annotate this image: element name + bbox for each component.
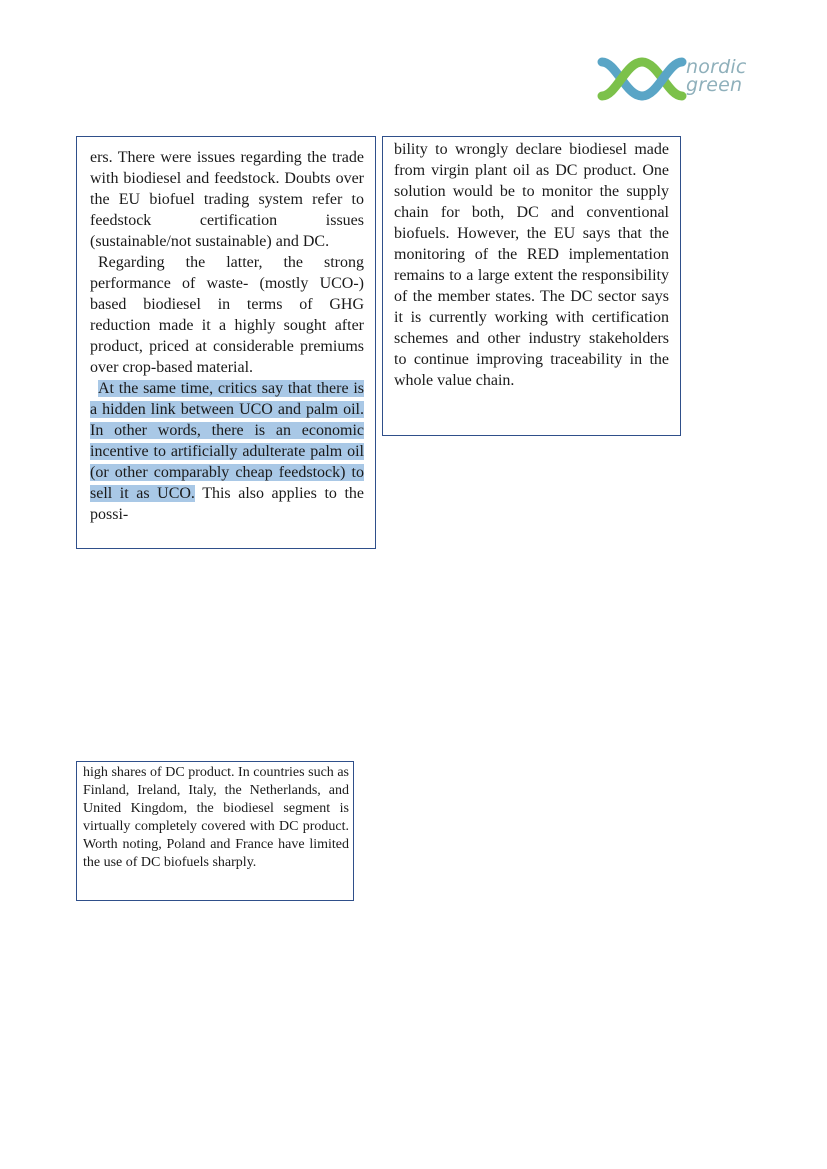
excerpt-paragraph: Regarding the latter, the strong performance of waste- (mostly UCO-) based biodiesel in terms of GHG reduction made it a highly sought after product, priced at considerable premiums over crop-based material. [90,254,364,376]
excerpt-paragraph: ers. There were issues regarding the trade with biodiesel and feedstock. Doubts over the EU biofuel trading system refer to feedstock certification issues (sustainable/not sustainable) and DC. [90,149,364,250]
excerpt-box-left [76,136,376,549]
logo-wordmark [686,58,746,94]
excerpt-paragraph: high shares of DC product. In countries such as Finland, Ireland, Italy, the Netherlands, and United Kingdom, the biodiesel segment is virtually completely covered with DC product. Worth noting, Poland and France have limited the use of DC biofuels sharply. [83,765,349,870]
excerpt-text: This also applies to the possi- [90,485,364,523]
logo-word-nordic: nordic [686,56,747,78]
logo-word-green: green [686,74,743,96]
infinity-logo-icon [596,56,688,102]
highlighted-text: At the same time, critics say that there is a hidden link between UCO and palm oil. In other words, there is an economic incentive to artificially adulterate palm oil (or other comparably cheap feedstock) to sell it as UCO. [90,380,364,502]
excerpt-box-bottom [76,761,354,901]
excerpt-box-right [382,136,681,436]
excerpt-paragraph: bility to wrongly declare biodiesel made from virgin plant oil as DC product. One solution would be to monitor the supply chain for both, DC and conventional biofuels. However, the EU says that the monitoring of the RED implementation remains to a large extent the responsibility of the member states. The DC sector says it is currently working with certification schemes and other industry stakeholders to continue improving traceability in the whole value chain. [394,141,669,389]
nordic-green-logo [596,56,756,106]
excerpt-paragraph-highlighted [90,378,364,525]
